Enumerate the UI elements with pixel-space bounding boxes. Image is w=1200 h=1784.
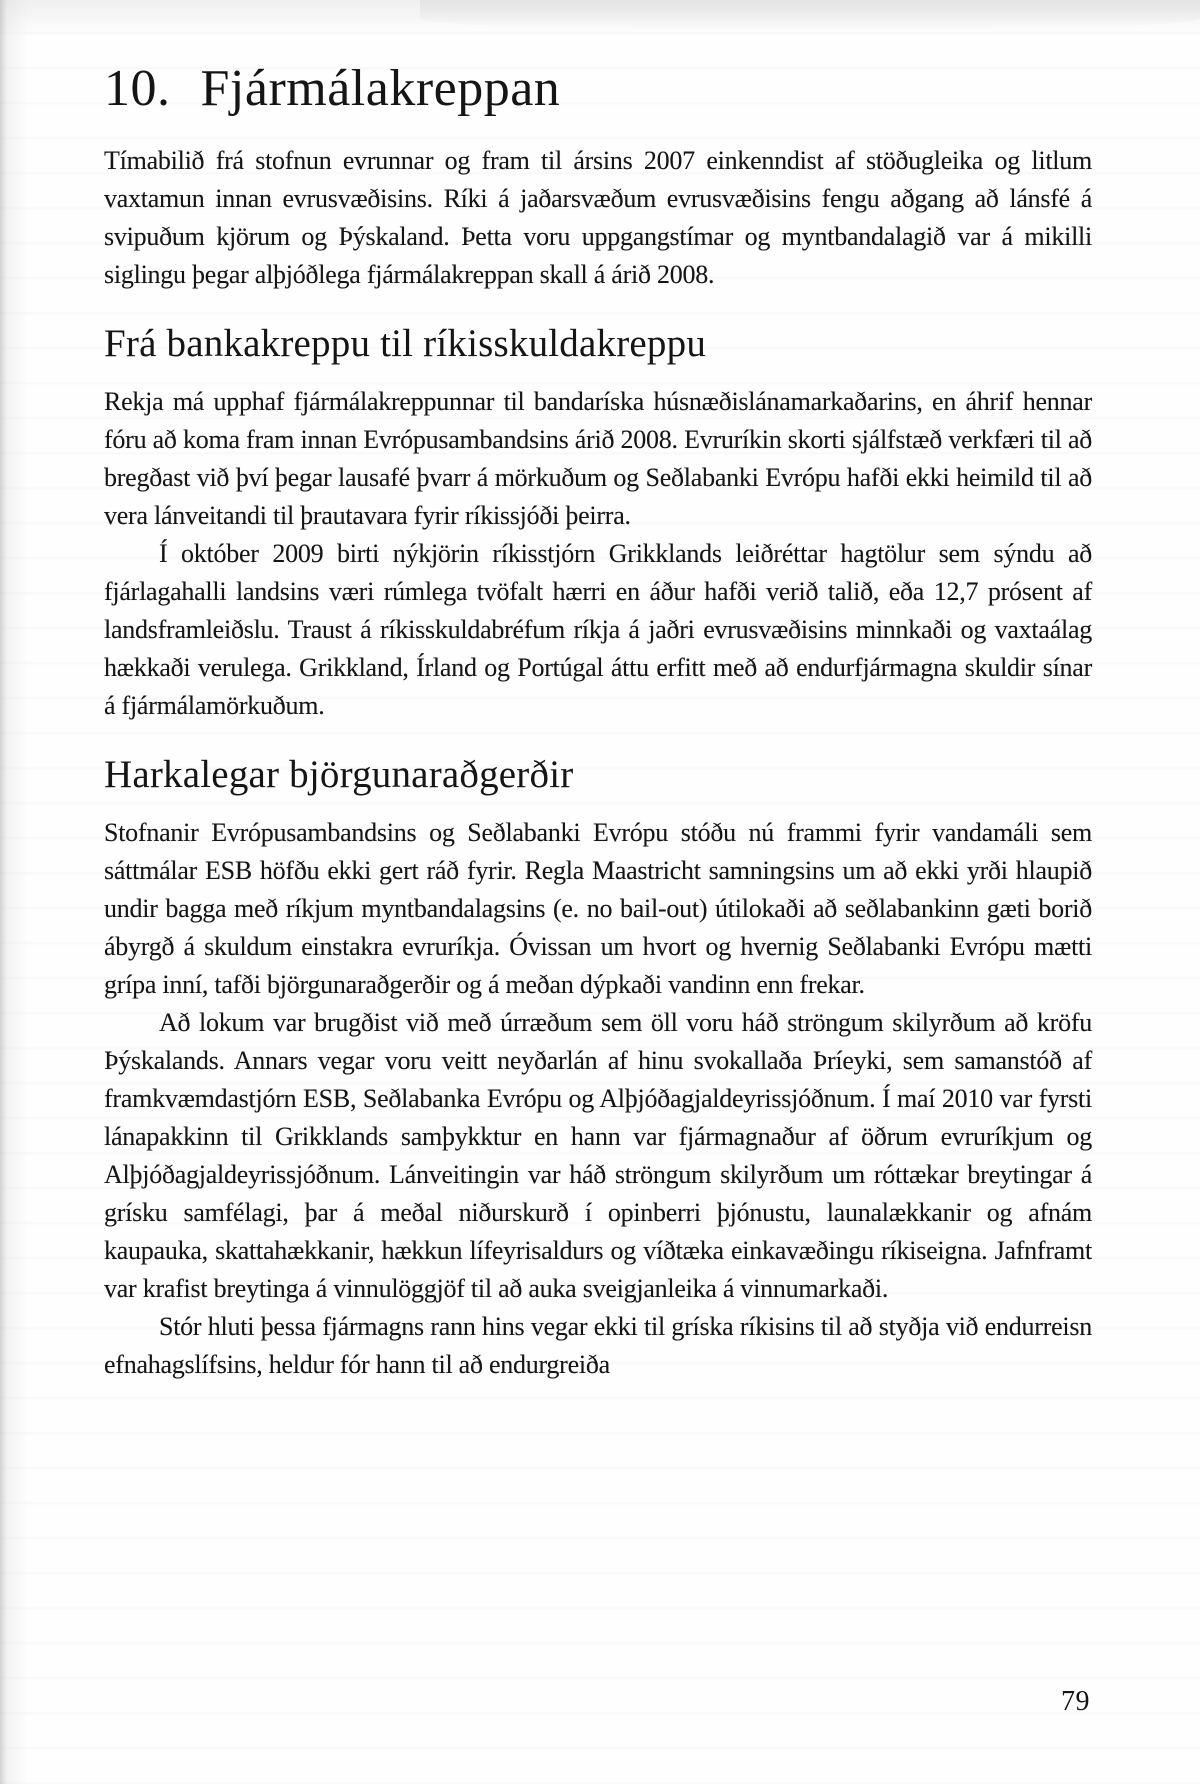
scan-artifact-top <box>420 0 1200 30</box>
section-heading-bankakreppa: Frá bankakreppu til ríkisskuldakreppu <box>104 322 707 366</box>
chapter-title: Fjármálakreppan <box>200 60 561 117</box>
section-heading-bjorgunaradgerdir: Harkalegar björgunaraðgerðir <box>104 753 574 797</box>
chapter-heading <box>104 60 1092 118</box>
paragraph: Stofnanir Evrópusambandsins og Seðlabanki Evrópu stóðu nú frammi fyrir vandamáli sem sáttmálar ESB höfðu ekki gert ráð fyrir. Regla Maastricht samningsins um að ekki yrði hlaupið undir bagga með ríkjum myntbandalagsins (e. no bail-out) útilokaði að seðlabankinn gæti borið ábyrgð á skuldum einstakra evruríkja. Óvissan um hvort og hvernig Seðlabanki Evrópu mætti grípa inní, tafði björgunaraðgerðir og á meðan dýpkaði vandinn enn frekar. <box>104 817 1092 999</box>
paragraph: Stór hluti þessa fjármagns rann hins vegar ekki til gríska ríkisins til að styðja við endurreisn efnahagslífsins, heldur fór hann til að endurgreiða <box>104 1311 1092 1379</box>
chapter-number: 10. <box>104 60 171 117</box>
paragraph: Rekja má upphaf fjármálakreppunnar til bandaríska húsnæðislánamarkaðarins, en áhrif hennar fóru að koma fram innan Evrópusambandsins árið 2008. Evruríkin skorti sjálfstæð verkfæri til að bregðast við því þegar lausafé þvarr á mörkuðum og Seðlabanki Evrópu hafði ekki heimild til að vera lánveitandi til þrautavara fyrir ríkissjóði þeirra. <box>104 387 1092 531</box>
page-content <box>104 60 1092 1384</box>
paragraph: Í október 2009 birti nýkjörin ríkisstjórn Grikklands leiðréttar hagtölur sem sýndu að fjárlagahalli landsins væri rúmlega tvöfalt hærri en áður hafði verið talið, eða 12,7 prósent af landsframleiðslu. Traust á ríkisskuldabréfum ríkja á jaðri evrusvæðisins minnkaði og vaxtaálag hækkaði verulega. Grikkland, Írland og Portúgal áttu erfitt með að endurfjármagna skuldir sínar á fjármálamörkuðum. <box>104 539 1092 721</box>
page-number: 79 <box>1061 1686 1090 1717</box>
paragraph: Að lokum var brugðist við með úrræðum sem öll voru háð ströngum skilyrðum að kröfu Þýskalands. Annars vegar voru veitt neyðarlán af hinu svokallaða Þríeyki, sem samanstóð af framkvæmdastjórn ESB, Seðlabanka Evrópu og Alþjóðagjaldeyrissjóðnum. Í maí 2010 var fyrsti lánapakkinn til Grikklands samþykktur en hann var fjármagnaður af öðrum evruríkjum og Alþjóðagjaldeyrissjóðnum. Lánveitingin var háð ströngum skilyrðum um róttækar breytingar á grísku samfélagi, þar á meðal niðurskurð í opinberri þjónustu, launalækkanir og afnám kaupauka, skattahækkanir, hækkun lífeyrisaldurs og víðtæka einkavæðingu ríkiseigna. Jafnframt var krafist breytinga á vinnulöggjöf til að auka sveigjanleika á vinnumarkaði. <box>104 1007 1092 1303</box>
intro-paragraph: Tímabilið frá stofnun evrunnar og fram til ársins 2007 einkenndist af stöðugleika og litlum vaxtamun innan evrusvæðisins. Ríki á jaðarsvæðum evrusvæðisins fengu aðgang að lánsfé á svipuðum kjörum og Þýskaland. Þetta voru uppgangstímar og myntbandalagið var á mikilli siglingu þegar alþjóðlega fjármálakreppan skall á árið 2008. <box>104 146 1092 290</box>
